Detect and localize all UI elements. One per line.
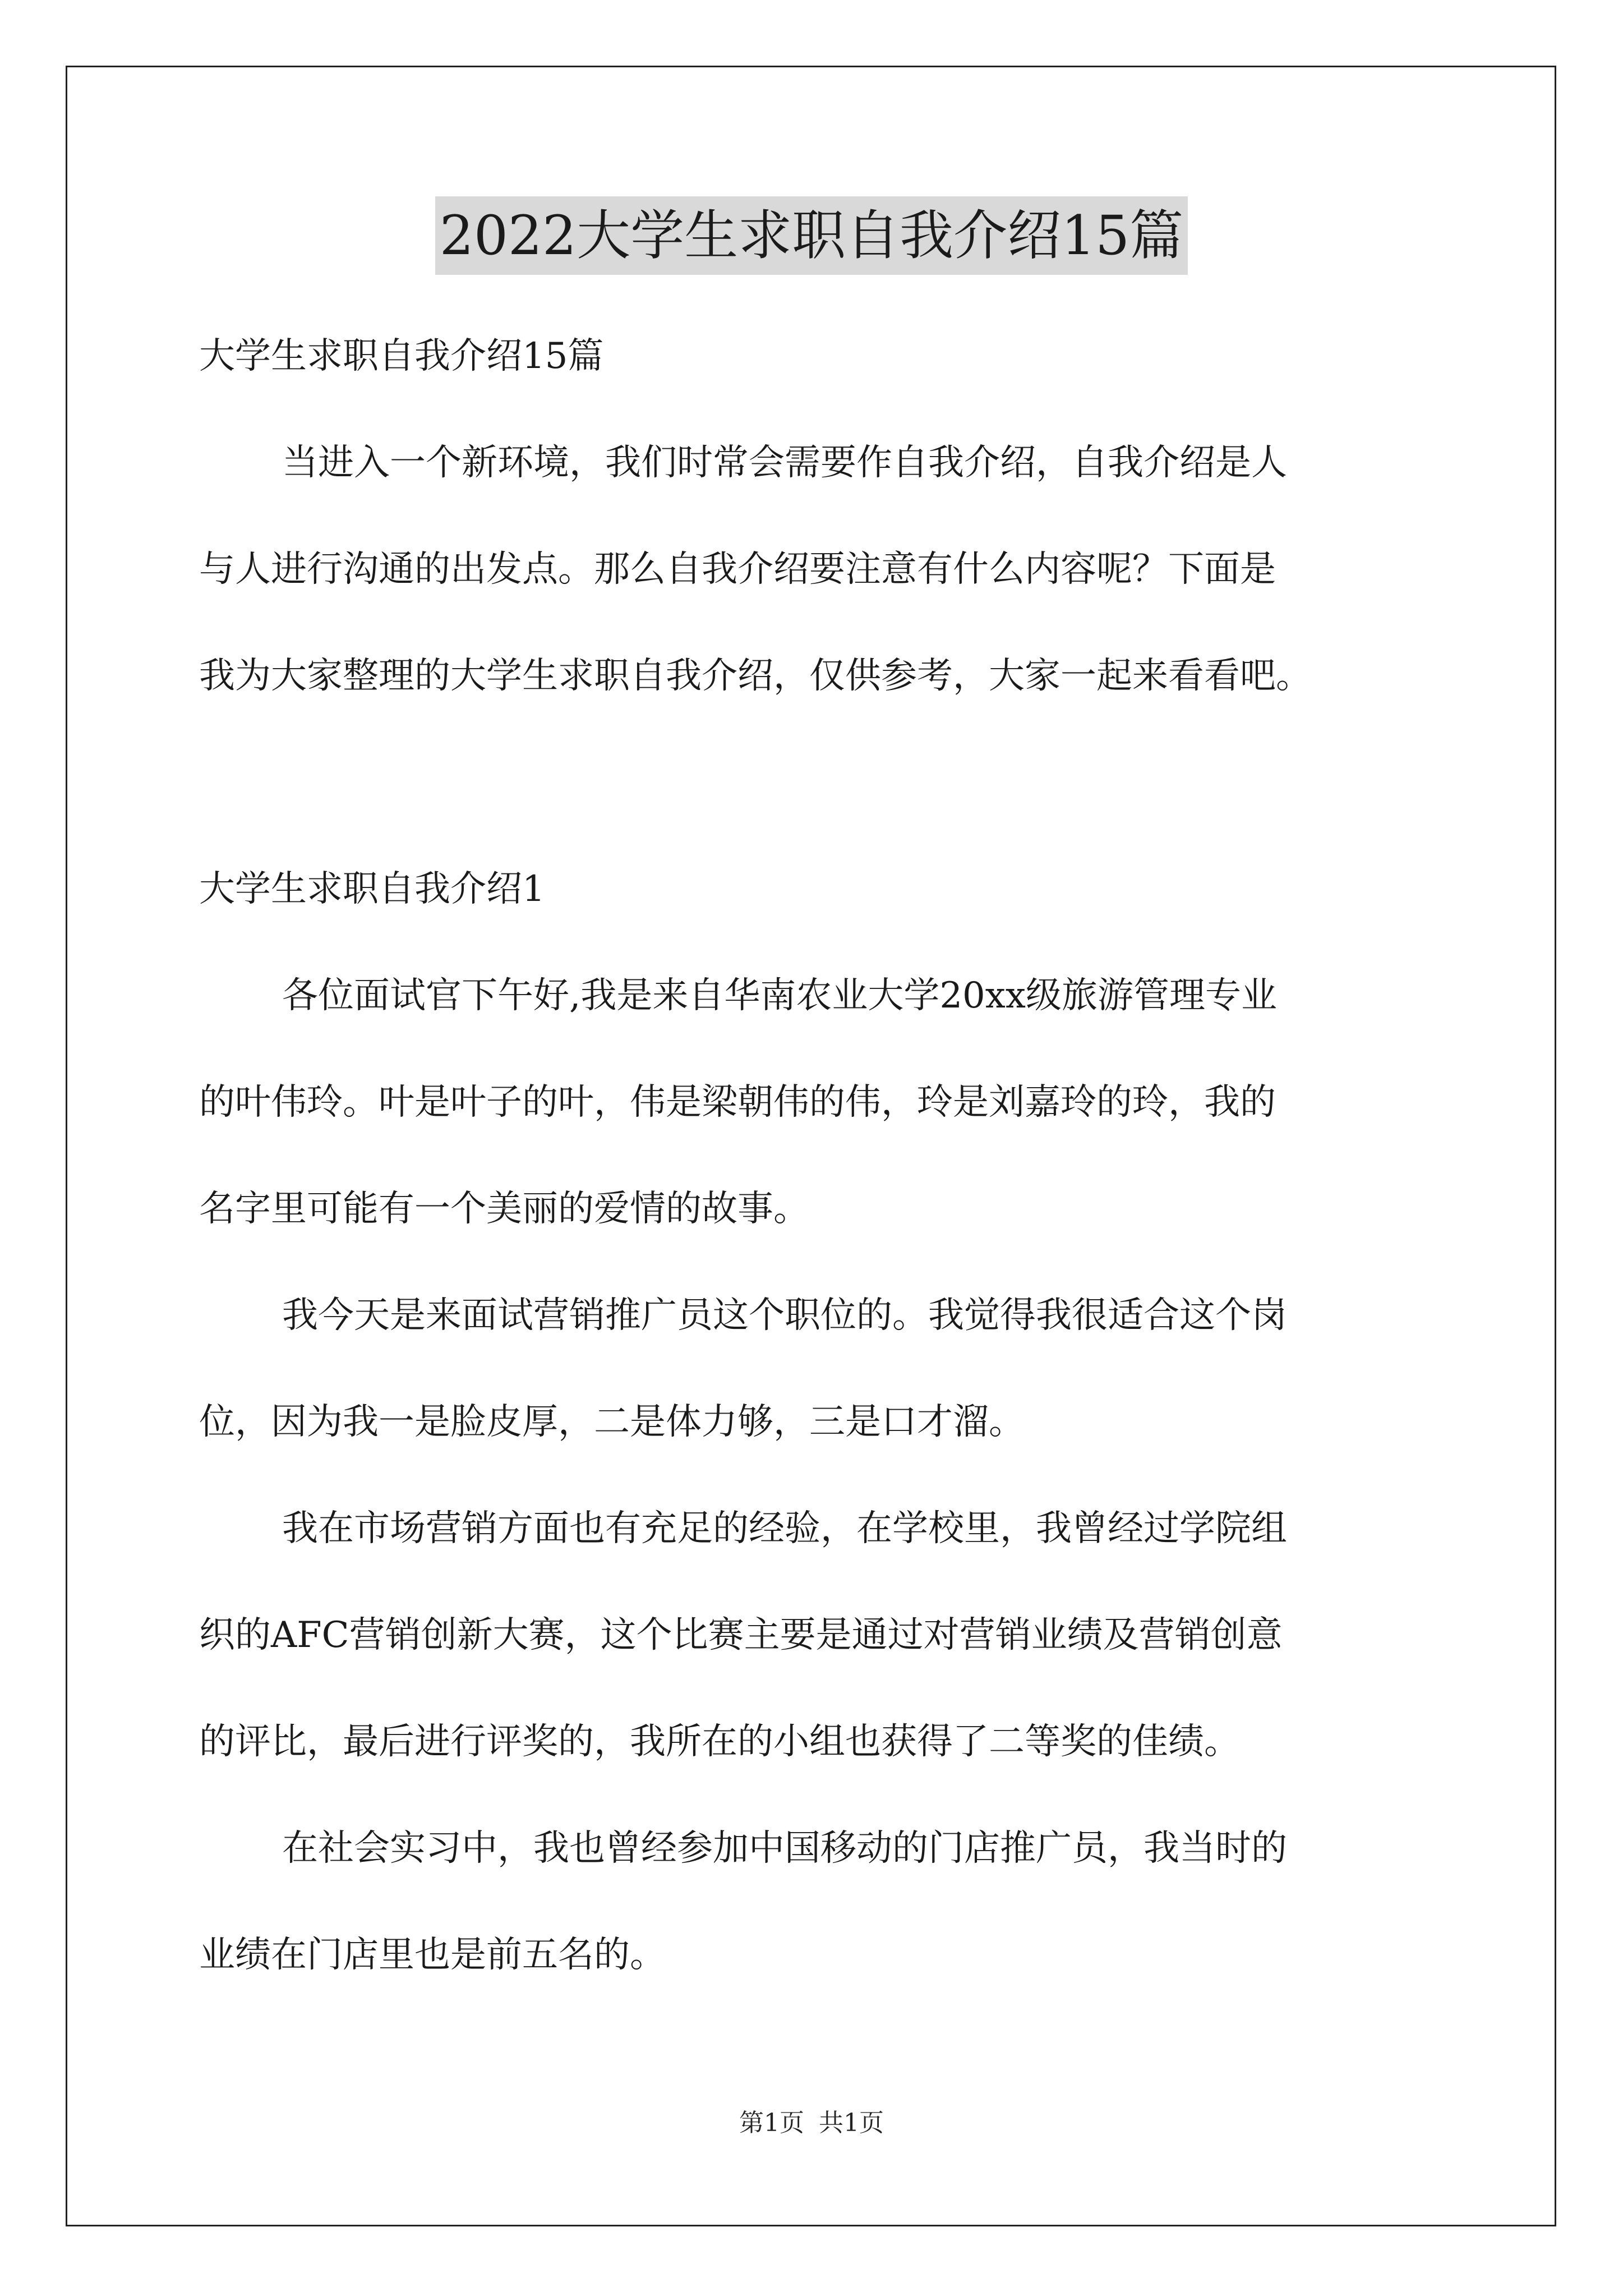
paragraph-line: 的评比，最后进行评奖的，我所在的小组也获得了二等奖的佳绩。: [199, 1721, 1240, 1763]
paragraph-line: 各位面试官下午好,我是来自华南农业大学20xx级旅游管理专业: [282, 975, 1277, 1016]
page-total: 共1页: [819, 2109, 884, 2137]
intro-line: 我为大家整理的大学生求职自我介绍，仅供参考，大家一起来看看吧。: [199, 655, 1312, 697]
paragraph-line: 的叶伟玲。叶是叶子的叶，伟是梁朝伟的伟，玲是刘嘉玲的玲，我的: [199, 1082, 1276, 1123]
intro-line: 与人进行沟通的出发点。那么自我介绍要注意有什么内容呢？下面是: [199, 549, 1276, 590]
section-heading: 大学生求职自我介绍1: [199, 868, 545, 910]
paragraph-line: 我今天是来面试营销推广员这个职位的。我觉得我很适合这个岗: [282, 1295, 1287, 1336]
page-footer: [0, 2106, 1623, 2140]
paragraph-line: 在社会实习中，我也曾经参加中国移动的门店推广员，我当时的: [282, 1828, 1287, 1869]
paragraph-line: 业绩在门店里也是前五名的。: [199, 1934, 666, 1976]
paragraph-line: 名字里可能有一个美丽的爱情的故事。: [199, 1188, 809, 1230]
document-title: 2022大学生求职自我介绍15篇: [435, 196, 1188, 275]
blank-line: [199, 729, 1430, 836]
intro-line: 当进入一个新环境，我们时常会需要作自我介绍，自我介绍是人: [282, 442, 1287, 484]
page-number: 第1页: [739, 2109, 804, 2137]
paragraph-line: 我在市场营销方面也有充足的经验，在学校里，我曾经过学院组: [282, 1508, 1287, 1549]
document-subtitle: 大学生求职自我介绍15篇: [199, 335, 604, 377]
paragraph-line: 织的AFC营销创新大赛，这个比赛主要是通过对营销业绩及营销创意: [199, 1614, 1283, 1656]
paragraph-line: 位，因为我一是脸皮厚，二是体力够，三是口才溜。: [199, 1401, 1025, 1443]
title-container: [0, 196, 1623, 275]
document-body: [199, 303, 1430, 2008]
